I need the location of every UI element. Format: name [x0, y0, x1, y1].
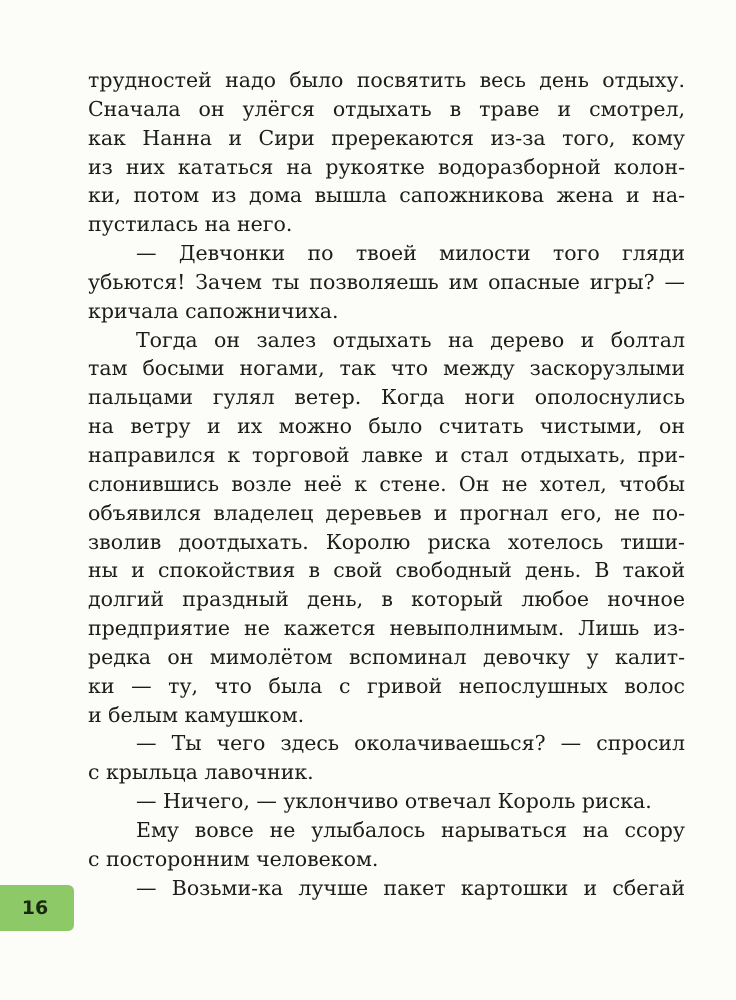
text-line: ки, потом из дома вышла сапожникова жена и на- — [88, 183, 685, 208]
text-line: кричала сапожничиха. — [88, 298, 339, 323]
text-line: с посторонним человеком. — [88, 846, 379, 871]
text-line: трудностей надо было посвятить весь день отдыху. — [88, 68, 685, 92]
text-line: ны и спокойствия в свой свободный день. В такой — [88, 558, 685, 583]
text-line: ки — ту, что была с гривой непослушных волос — [88, 673, 685, 698]
text-line: объявился владелец деревьев и прогнал его, не по- — [88, 500, 685, 525]
text-line: Ему вовсе не улыбалось нарываться на ссору — [136, 817, 685, 842]
text-line: Тогда он залез отдыхать на дерево и болтал — [136, 327, 685, 352]
text-line: редка он мимолётом вспоминал девочку у калит- — [88, 644, 685, 669]
page-number: 16 — [21, 897, 49, 919]
page-number-tab — [0, 885, 74, 931]
text-line: зволив доотдыхать. Королю риска хотелось тиши- — [88, 529, 685, 554]
text-line: долгий праздный день, в который любое ночное — [88, 587, 685, 612]
text-line: там босыми ногами, так что между заскорузлыми — [88, 356, 685, 381]
text-line: направился к торговой лавке и стал отдыхать, при- — [88, 442, 685, 467]
text-line: предприятие не кажется невыполнимым. Лишь из- — [88, 616, 685, 641]
text-line: — Девчонки по твоей милости того гляди — [136, 241, 685, 266]
text-line: Сначала он улёгся отдыхать в траве и смотрел, — [88, 96, 685, 121]
text-line: как Нанна и Сири пререкаются из-за того, кому — [88, 125, 685, 150]
text-line: с крыльца лавочник. — [88, 760, 314, 785]
text-line: из них кататься на рукоятке водоразборной колон- — [88, 154, 685, 179]
text-line: на ветру и их можно было считать чистыми, он — [88, 414, 685, 439]
text-line: слонившись возле неё к стене. Он не хотел, чтобы — [88, 471, 685, 496]
text-line: — Ты чего здесь околачиваешься? — спросил — [136, 731, 685, 756]
body-text — [88, 66, 685, 902]
text-line: — Ничего, — уклончиво отвечал Король риска. — [136, 789, 652, 814]
text-line: убьются! Зачем ты позволяешь им опасные игры? — — [88, 269, 685, 294]
text-line: пальцами гулял ветер. Когда ноги ополоснулись — [88, 385, 685, 410]
text-line: — Возьми-ка лучше пакет картошки и сбегай — [136, 875, 685, 900]
text-line: и белым камушком. — [88, 702, 305, 727]
text-line: пустилась на него. — [88, 212, 293, 237]
